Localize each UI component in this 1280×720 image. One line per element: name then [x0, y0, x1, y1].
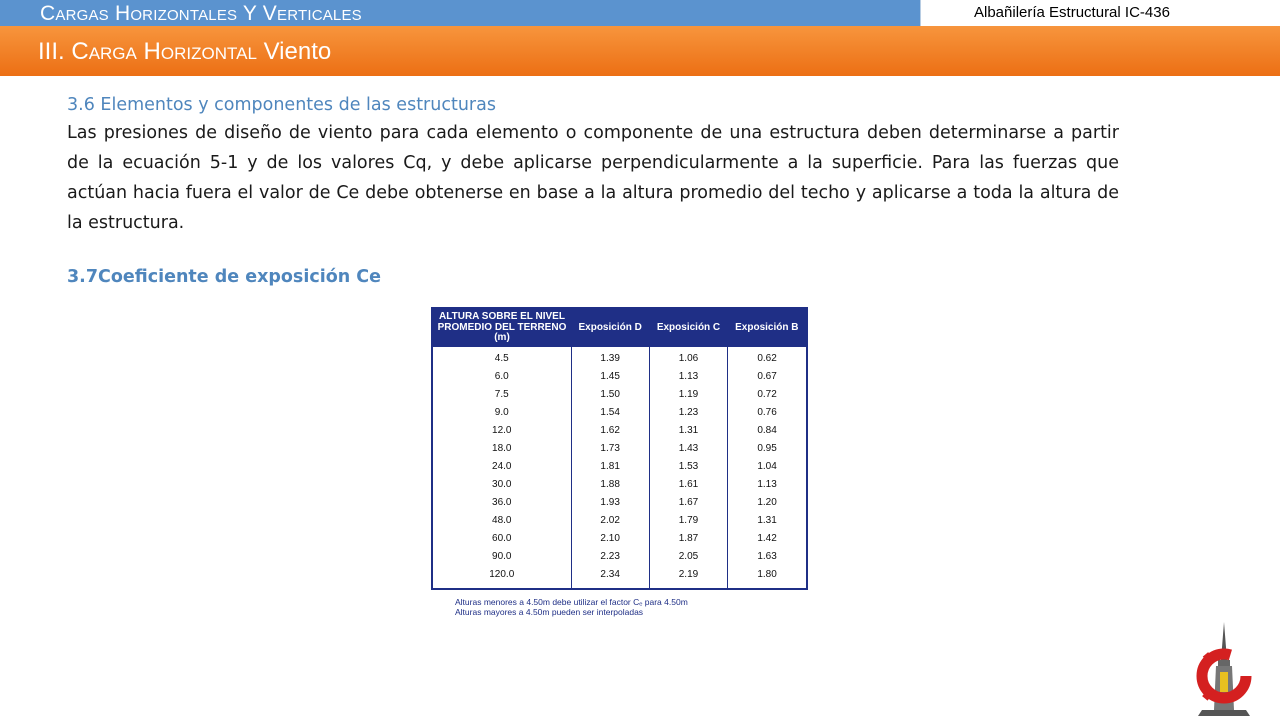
exposure-b-cell: 1.31 — [728, 512, 806, 530]
section-word-2-rest: orizontal — [160, 38, 257, 65]
section-title — [38, 38, 331, 66]
exposure-d-cell: 2.10 — [571, 530, 649, 548]
height-cell: 36.0 — [492, 497, 512, 509]
body-paragraph: Las presiones de diseño de viento para cada elemento o componente de una estructura deben determinarse a partir de la ecuación 5-1 y de los valores Cq, y debe aplicarse perpendicularmente a la superficie. Para las fuerzas que actúan hacia fuera el valor de Ce debe obtenerse en base a la altura promedio del techo y aplicarse a toda la altura de la estructura. — [67, 123, 1119, 233]
title-word-4-initial: V — [262, 2, 277, 25]
table-row — [433, 566, 806, 584]
exposure-b-cell: 1.04 — [728, 458, 806, 476]
table-row — [433, 351, 806, 369]
height-cell: 4.5 — [494, 353, 509, 365]
exposure-d-cell: 1.73 — [571, 440, 649, 458]
section-word-3: Viento — [263, 38, 332, 65]
exposure-d-cell: 1.45 — [571, 368, 649, 386]
exposure-d-cell: 1.62 — [571, 422, 649, 440]
exposure-b-cell: 0.84 — [728, 422, 806, 440]
exposure-d-cell: 1.88 — [571, 476, 649, 494]
exposure-c-cell: 1.67 — [649, 494, 727, 512]
table-row — [433, 458, 806, 476]
header-exposure-b: Exposición B — [728, 309, 806, 347]
footnote-line-2: Alturas mayores a 4.50m pueden ser interpoladas — [455, 606, 644, 617]
title-word-2-rest: orizontales — [130, 2, 238, 25]
section-bar — [0, 26, 1280, 76]
height-cell: 48.0 — [492, 515, 512, 527]
exposure-d-cell: 1.39 — [571, 351, 649, 369]
table-heading: 3.7Coeficiente de exposición Ce — [67, 267, 382, 287]
exposure-coefficient-table — [431, 307, 808, 590]
exposure-b-cell: 1.42 — [728, 530, 806, 548]
subsection-heading: 3.6 Elementos y componentes de las estructuras — [67, 95, 496, 115]
table-row — [433, 548, 806, 566]
height-cell: 12.0 — [492, 425, 512, 437]
section-numeral: III. — [38, 38, 65, 65]
exposure-d-cell: 1.54 — [571, 404, 649, 422]
exposure-c-cell: 1.43 — [649, 440, 727, 458]
table-header-row — [433, 309, 806, 347]
page-title — [40, 1, 362, 26]
exposure-b-cell: 1.13 — [728, 476, 806, 494]
height-cell: 90.0 — [492, 550, 512, 562]
exposure-b-cell: 0.76 — [728, 404, 806, 422]
height-cell: 6.0 — [494, 371, 509, 383]
spacer-cell — [571, 584, 649, 588]
title-word-1-initial: C — [40, 2, 56, 25]
exposure-b-cell: 0.67 — [728, 368, 806, 386]
exposure-b-cell: 1.20 — [728, 494, 806, 512]
header-height: ALTURA SOBRE EL NIVEL PROMEDIO DEL TERRENO (m) — [433, 309, 571, 347]
exposure-b-cell: 0.62 — [728, 351, 806, 369]
table-body — [433, 347, 806, 589]
exposure-c-cell: 1.79 — [649, 512, 727, 530]
table-row — [433, 422, 806, 440]
height-cell: 60.0 — [492, 533, 512, 544]
spacer-cell — [728, 584, 806, 588]
spacer-cell — [649, 584, 727, 588]
title-word-3-initial: Y — [242, 2, 257, 25]
exposure-c-cell: 1.06 — [649, 351, 727, 369]
exposure-c-cell: 1.31 — [649, 422, 727, 440]
spacer-cell — [433, 584, 571, 588]
header-bar — [0, 0, 1280, 26]
table-row — [433, 494, 806, 512]
height-cell: 7.5 — [494, 389, 509, 401]
exposure-d-cell: 1.81 — [571, 458, 649, 476]
table-spacer-row — [433, 584, 806, 588]
table-row — [433, 476, 806, 494]
table-row — [433, 368, 806, 386]
exposure-b-cell: 1.63 — [728, 548, 806, 566]
exposure-b-cell: 1.80 — [728, 566, 806, 584]
exposure-b-cell: 0.72 — [728, 386, 806, 404]
course-label-box — [920, 0, 1280, 26]
university-logo-icon — [1194, 620, 1252, 716]
exposure-c-cell: 1.61 — [649, 476, 727, 494]
ce-table — [433, 309, 806, 588]
exposure-d-cell: 2.02 — [571, 512, 649, 530]
title-word-1-rest: argas — [55, 2, 109, 25]
title-word-2-initial: H — [114, 2, 131, 25]
exposure-d-cell: 1.93 — [571, 494, 649, 512]
exposure-c-cell: 1.13 — [649, 368, 727, 386]
header-exposure-d: Exposición D — [571, 309, 649, 347]
content-area — [67, 92, 1119, 238]
table-row — [433, 512, 806, 530]
height-cell: 9.0 — [494, 407, 509, 419]
table-footnote — [455, 598, 688, 617]
exposure-d-cell: 2.23 — [571, 548, 649, 566]
section-word-1-initial: C — [71, 38, 89, 65]
section-word-2-initial: H — [143, 38, 161, 65]
exposure-c-cell: 1.19 — [649, 386, 727, 404]
exposure-b-cell: 0.95 — [728, 440, 806, 458]
section-word-1-rest: arga — [88, 38, 137, 65]
exposure-c-cell: 2.05 — [649, 548, 727, 566]
exposure-d-cell: 2.34 — [571, 566, 649, 584]
height-cell: 18.0 — [492, 443, 512, 455]
height-cell: 30.0 — [492, 479, 512, 491]
table-row — [433, 404, 806, 422]
exposure-c-cell: 2.19 — [649, 566, 727, 584]
table-row — [433, 530, 806, 548]
height-cell: 120.0 — [489, 568, 515, 580]
table-row — [433, 440, 806, 458]
course-label: Albañilería Estructural IC-436 — [974, 4, 1170, 21]
title-word-4-rest: erticales — [277, 2, 362, 25]
table-row — [433, 386, 806, 404]
exposure-c-cell: 1.87 — [649, 530, 727, 548]
exposure-c-cell: 1.53 — [649, 458, 727, 476]
header-exposure-c: Exposición C — [649, 309, 727, 347]
height-cell: 24.0 — [492, 461, 512, 473]
exposure-c-cell: 1.23 — [649, 404, 727, 422]
exposure-d-cell: 1.50 — [571, 386, 649, 404]
footnote-line-1: Alturas menores a 4.50m debe utilizar el factor Cₑ para 4.50m — [455, 597, 688, 607]
